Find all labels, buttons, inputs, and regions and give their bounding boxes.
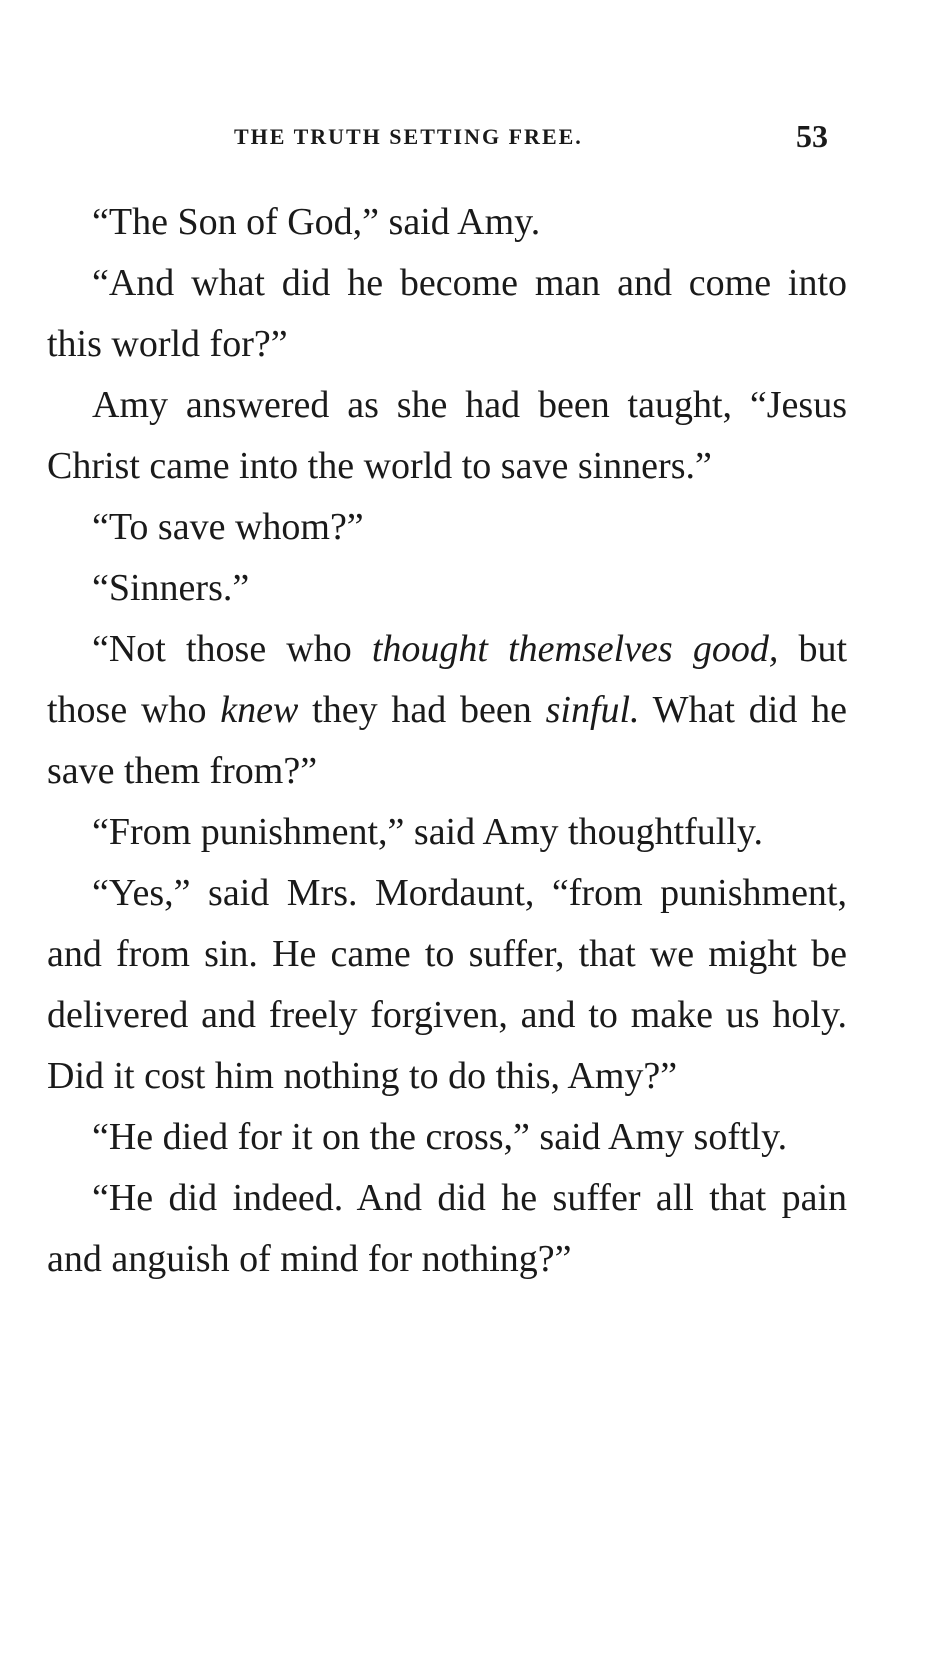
text-run: “Yes,” said Mrs. Mordaunt, “from punishment, and from sin. He came to suffer, that we might be delivered and freely forgiven, and to make us holy. Did it cost him nothing to do this, Amy?” (47, 872, 847, 1097)
page-number: 53 (796, 118, 828, 154)
text-run: “And what did he become man and come into this world for?” (47, 262, 847, 365)
text-run: “To save whom?” (92, 506, 364, 548)
paragraph (47, 192, 847, 253)
text-run: “He did indeed. And did he suffer all that pain and anguish of mind for nothing?” (47, 1177, 847, 1280)
paragraph (47, 497, 847, 558)
paragraph (47, 375, 847, 497)
italic-text-run: knew (220, 689, 299, 731)
paragraph (47, 1168, 847, 1290)
running-title: THE TRUTH SETTING FREE. (234, 124, 583, 149)
paragraph (47, 619, 847, 802)
paragraph (47, 558, 847, 619)
text-run: “He died for it on the cross,” said Amy softly. (92, 1116, 788, 1158)
body-text (47, 192, 847, 1290)
text-run: Amy answered as she had been taught, “Jesus Christ came into the world to save sinners.” (47, 384, 847, 487)
text-run: but those who (47, 628, 848, 731)
paragraph (47, 253, 847, 375)
text-run: “From punishment,” said Amy thoughtfully. (92, 811, 763, 853)
paragraph (47, 863, 847, 1107)
text-run: “The Son of God,” said Amy. (92, 201, 541, 243)
paragraph (47, 802, 847, 863)
paragraph (47, 1107, 847, 1168)
text-run: “Not those who (92, 628, 372, 670)
running-head (0, 118, 932, 158)
text-run: “Sinners.” (92, 567, 250, 609)
text-run: they had been (298, 689, 546, 731)
text-run: What did he save them from?” (47, 689, 848, 792)
italic-text-run: thought themselves good, (371, 628, 779, 670)
italic-text-run: sinful. (545, 689, 640, 731)
